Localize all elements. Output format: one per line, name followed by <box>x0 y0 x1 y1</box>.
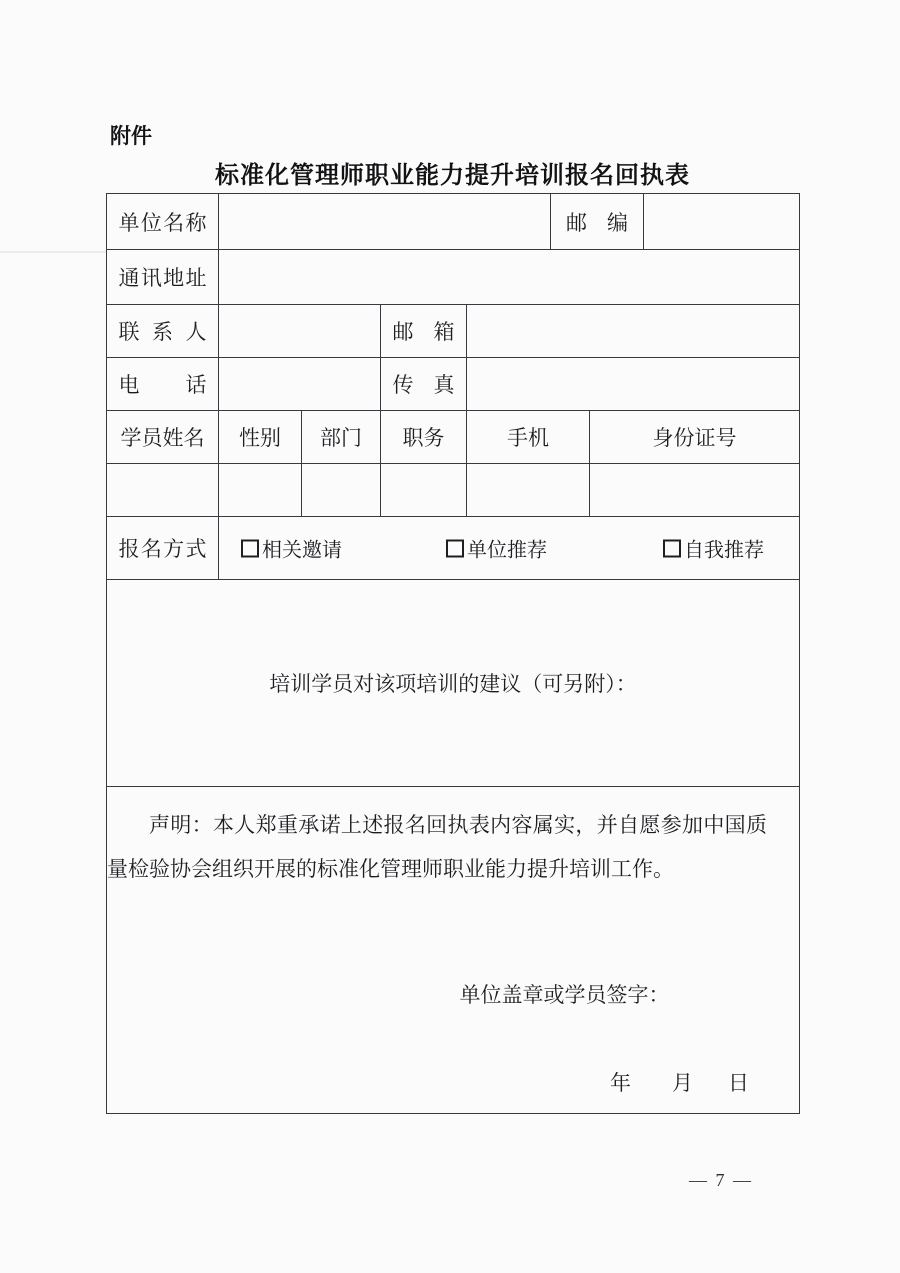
date-line <box>560 1067 799 1097</box>
unit-name-label: 单位名称 <box>107 194 219 250</box>
attachment-label: 附件 <box>110 125 152 148</box>
position-header: 职务 <box>381 411 467 464</box>
unit-name-input[interactable] <box>219 194 551 250</box>
page-title: 标准化管理师职业能力提升培训报名回执表 <box>215 162 690 189</box>
scanner-artifact <box>0 251 107 253</box>
id-number-input[interactable] <box>590 464 800 517</box>
id-number-header: 身份证号 <box>590 411 800 464</box>
option-self-recommended[interactable] <box>663 534 764 563</box>
month-label: 月 <box>672 1071 693 1095</box>
day-label: 日 <box>728 1071 749 1095</box>
fax-label: 传真 <box>381 358 467 411</box>
page-number: — 7 — <box>689 1170 753 1190</box>
gender-input[interactable] <box>219 464 302 517</box>
option-unit-recommended-label: 单位推荐 <box>467 539 547 562</box>
suggestion-area[interactable] <box>107 580 800 787</box>
position-input[interactable] <box>381 464 467 517</box>
address-label: 通讯地址 <box>107 250 219 305</box>
contact-label: 联系人 <box>107 305 219 358</box>
declaration-text: 声明：本人郑重承诺上述报名回执表内容属实，并自愿参加中国质量检验协会组织开展的标准化管理师职业能力提升培训工作。 <box>107 813 767 881</box>
contact-input[interactable] <box>219 305 381 358</box>
suggestion-label: 培训学员对该项培训的建议（可另附）： <box>269 672 637 696</box>
phone-label: 电话 <box>107 358 219 411</box>
option-invited[interactable] <box>241 534 342 563</box>
department-input[interactable] <box>302 464 381 517</box>
gender-header: 性别 <box>219 411 302 464</box>
signature-label: 单位盖章或学员签字： <box>459 983 670 1007</box>
postal-code-input[interactable] <box>644 194 800 250</box>
student-row <box>107 464 800 517</box>
mobile-input[interactable] <box>467 464 590 517</box>
checkbox-icon[interactable] <box>663 540 681 558</box>
address-input[interactable] <box>219 250 800 305</box>
registration-form-table <box>106 193 800 1114</box>
department-header: 部门 <box>302 411 381 464</box>
option-invited-label: 相关邀请 <box>262 539 342 562</box>
phone-input[interactable] <box>219 358 381 411</box>
checkbox-icon[interactable] <box>241 540 259 558</box>
option-unit-recommended[interactable] <box>446 534 547 563</box>
declaration-area <box>107 787 800 1114</box>
checkbox-icon[interactable] <box>446 540 464 558</box>
postal-code-label: 邮编 <box>551 194 644 250</box>
option-self-recommended-label: 自我推荐 <box>684 539 764 562</box>
fax-input[interactable] <box>467 358 800 411</box>
email-label: 邮箱 <box>381 305 467 358</box>
registration-method-label: 报名方式 <box>107 517 219 580</box>
student-name-input[interactable] <box>107 464 219 517</box>
mobile-header: 手机 <box>467 411 590 464</box>
registration-options-cell <box>219 517 800 580</box>
email-input[interactable] <box>467 305 800 358</box>
year-label: 年 <box>610 1071 631 1095</box>
student-name-header: 学员姓名 <box>107 411 219 464</box>
